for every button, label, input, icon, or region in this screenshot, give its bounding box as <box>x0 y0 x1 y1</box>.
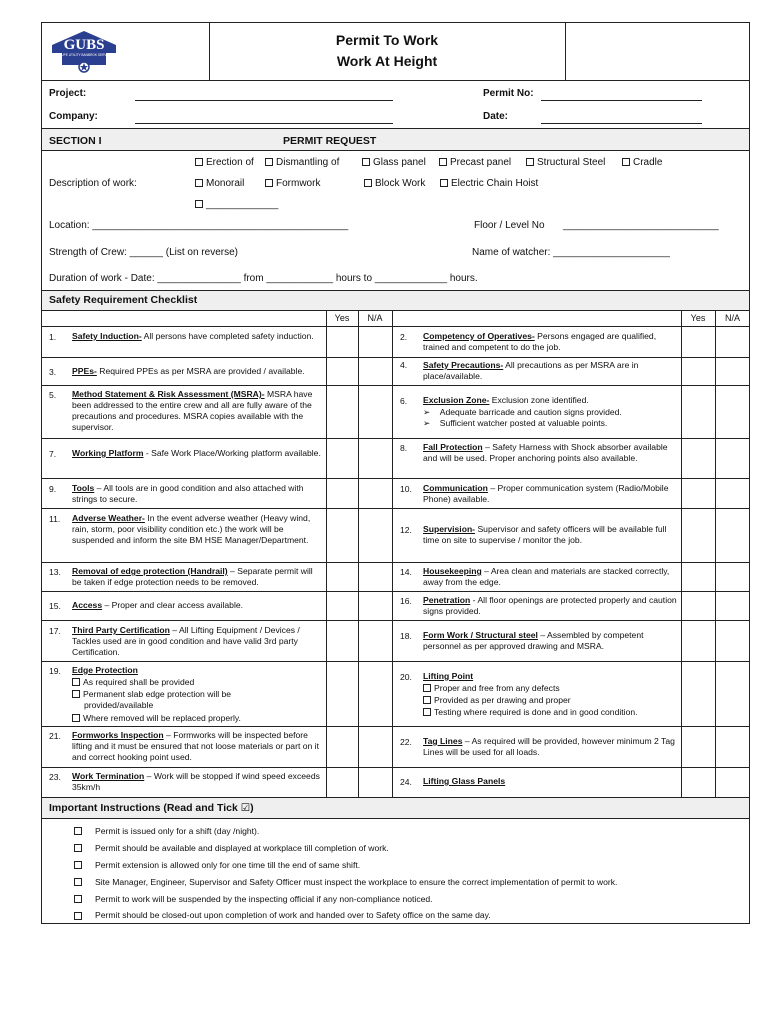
instruction-checkbox[interactable] <box>74 878 82 886</box>
rule <box>41 818 750 819</box>
worktype-label: Glass panel <box>373 157 426 168</box>
instruction-item: Permit extension is allowed only for one time till the end of same shift. <box>95 860 361 870</box>
yes-header: Yes <box>690 313 706 323</box>
exclusion-bullet <box>423 407 677 418</box>
checklist-item-2 <box>423 331 677 353</box>
permit-no-label: Permit No: <box>483 88 534 99</box>
worktype-monorail[interactable] <box>195 178 244 189</box>
item-heading: Competency of Operatives- <box>423 331 535 341</box>
rule <box>41 620 392 621</box>
checklist-item-16 <box>423 595 677 617</box>
checklist-item-6 <box>423 395 677 406</box>
rule <box>41 150 750 151</box>
option-text: Proper and free from any defects <box>434 683 560 693</box>
checklist-item-4 <box>423 360 677 382</box>
company-label: Company: <box>49 111 98 122</box>
checkbox[interactable] <box>364 179 372 187</box>
crew-field[interactable]: Strength of Crew: ______ (List on reverse) <box>49 247 238 258</box>
item-heading: PPEs- <box>72 366 97 376</box>
checkbox[interactable] <box>423 696 431 704</box>
rule <box>392 508 750 509</box>
checkbox[interactable] <box>195 158 203 166</box>
instruction-item: Permit should be available and displayed at workplace till completion of work. <box>95 843 389 853</box>
checklist-item-23 <box>72 771 322 793</box>
item-number: 6. <box>400 396 408 406</box>
worktype-label: Monorail <box>206 178 245 189</box>
worktype-structural-steel[interactable] <box>526 157 605 168</box>
company-field[interactable] <box>135 123 393 124</box>
option-text: Provided as per drawing and proper <box>434 695 571 705</box>
worktype-dismantling[interactable] <box>265 157 339 168</box>
item-number: 5. <box>49 390 57 400</box>
checkbox[interactable] <box>362 158 370 166</box>
worktype-label: Dismantling of <box>276 157 340 168</box>
rule <box>392 591 750 592</box>
item-text: – Safety Harness with Shock absorber available and will be used. Proper anchoring points also available. <box>423 442 668 463</box>
item-number: 12. <box>400 525 412 535</box>
permit-no-field[interactable] <box>541 100 702 101</box>
rule <box>392 438 750 439</box>
worktype-label: Formwork <box>276 178 321 189</box>
rule <box>41 591 392 592</box>
item-number: 9. <box>49 484 57 494</box>
item-number: 20. <box>400 672 412 682</box>
item-heading: Third Party Certification <box>72 625 170 635</box>
item-number: 3. <box>49 367 57 377</box>
item-text: – Assembled by competent personnel as per approved drawing and MSRA. <box>423 630 644 651</box>
rule <box>41 661 392 662</box>
item-heading: Fall Protection <box>423 442 483 452</box>
item-text: - Safe Work Place/Working platform available. <box>143 448 321 458</box>
rule <box>41 767 392 768</box>
logo-subtext: GROUPE UTILITY BANBROK SERVICES <box>54 53 114 57</box>
rule <box>41 438 392 439</box>
checklist-item-11 <box>72 513 322 546</box>
checklist-item-7 <box>72 448 322 459</box>
option-text: Testing where required is done and in good condition. <box>434 707 638 717</box>
checklist-item-18 <box>423 630 677 652</box>
checklist-item-10 <box>423 483 677 505</box>
checkbox[interactable] <box>265 179 273 187</box>
checkbox[interactable] <box>622 158 630 166</box>
item-text: – As required will be provided, however minimum 2 Tag Lines will be used for all loads. <box>423 736 675 757</box>
item-heading: Work Termination <box>72 771 145 781</box>
instruction-checkbox[interactable] <box>74 827 82 835</box>
checklist-item-13 <box>72 566 322 588</box>
date-label: Date: <box>483 111 509 122</box>
item-text: In the event adverse weather (Heavy wind, rain, storm, poor visibility condition etc.) the work will be suspended and inform the site BM HSE Manager/Department. <box>72 513 311 545</box>
title-line1: Permit To Work <box>335 32 439 48</box>
item-heading: Housekeeping <box>423 566 482 576</box>
company-logo <box>46 27 122 75</box>
rule <box>41 128 750 129</box>
checkbox[interactable] <box>72 714 80 722</box>
item-number: 15. <box>49 601 61 611</box>
rule <box>392 767 750 768</box>
rule <box>41 508 392 509</box>
item-number: 10. <box>400 484 412 494</box>
rule <box>392 726 750 727</box>
checkbox[interactable] <box>195 179 203 187</box>
item-text: Required PPEs as per MSRA are provided / available. <box>96 366 305 376</box>
item-text: Supervisor and safety officers will be available full time on site to supervise / monitor the job. <box>423 524 667 545</box>
worktype-label: Block Work <box>375 178 426 189</box>
rule <box>392 478 750 479</box>
floor-field[interactable]: ____________________________ <box>563 220 719 231</box>
checkbox[interactable] <box>440 179 448 187</box>
item-heading: Working Platform <box>72 448 144 458</box>
item-heading: Removal of edge protection (Handrail) <box>72 566 228 576</box>
item-text: Exclusion zone identified. <box>489 395 589 405</box>
checklist-item-14 <box>423 566 677 588</box>
item-heading: Safety Induction- <box>72 331 142 341</box>
instruction-item: Permit is issued only for a shift (day /night). <box>95 826 260 836</box>
checklist-item-5 <box>72 389 322 433</box>
project-label: Project: <box>49 88 87 99</box>
item-number: 21. <box>49 731 61 741</box>
item-number: 13. <box>49 567 61 577</box>
worktype-label: _____________ <box>206 199 279 210</box>
date-field[interactable] <box>541 123 702 124</box>
item-number: 17. <box>49 626 61 636</box>
checklist-title: Safety Requirement Checklist <box>49 294 198 306</box>
item-number: 8. <box>400 443 408 453</box>
item-heading: Supervision- <box>423 524 476 534</box>
item-text: – All tools are in good condition and also attached with strings to secure. <box>72 483 304 504</box>
title-line2: Work At Height <box>336 53 438 69</box>
checklist-item-1 <box>72 331 322 342</box>
rule <box>392 620 750 621</box>
description-label: Description of work: <box>49 178 137 189</box>
worktype-label: Precast panel <box>450 157 512 168</box>
arrow-bullet-icon: ➢ <box>423 418 440 428</box>
rule <box>41 726 392 727</box>
checklist-item-19 <box>72 665 322 676</box>
project-field[interactable] <box>135 100 393 101</box>
item-heading: Safety Precautions- <box>423 360 504 370</box>
item-text: All precautions as per MSRA are in place/available. <box>423 360 639 381</box>
bullet-text: Sufficient watcher posted at valuable points. <box>439 418 608 428</box>
item-heading: Tag Lines <box>423 736 463 746</box>
instruction-item: Permit should be closed-out upon completion of work and handed over to Safety office on the same day. <box>95 910 491 920</box>
duration-field[interactable]: Duration of work - Date: _______________ from ____________ hours to _____________ hours. <box>49 273 478 284</box>
lifting-option[interactable] <box>423 695 677 706</box>
col-line <box>715 310 716 797</box>
instruction-checkbox[interactable] <box>74 861 82 869</box>
header-divider <box>565 22 566 80</box>
worktype-glass-panel[interactable] <box>362 157 426 168</box>
rule <box>41 357 392 358</box>
col-line <box>358 310 359 797</box>
worktype-label: Erection of <box>206 157 254 168</box>
worktype-other[interactable] <box>195 199 278 210</box>
rule <box>41 385 392 386</box>
instructions-title: Important Instructions (Read and Tick ☑) <box>49 802 254 814</box>
header-bottom-rule <box>41 80 750 81</box>
checklist-item-12 <box>423 524 677 546</box>
worktype-label: Electric Chain Hoist <box>451 178 539 189</box>
lifting-option[interactable] <box>423 683 677 694</box>
worktype-precast-panel[interactable] <box>439 157 511 168</box>
col-line <box>326 310 327 797</box>
edge-option[interactable] <box>72 689 294 711</box>
item-number: 2. <box>400 332 408 342</box>
item-number: 11. <box>49 514 61 524</box>
checkbox[interactable] <box>195 200 203 208</box>
rule <box>392 661 750 662</box>
instruction-item: Site Manager, Engineer, Supervisor and Safety Officer must inspect the workplace to ensure the correct implementation of permit to work. <box>95 877 618 887</box>
item-number: 1. <box>49 332 57 342</box>
item-number: 19. <box>49 666 61 676</box>
item-heading: Lifting Glass Panels <box>423 776 506 786</box>
worktype-cradle[interactable] <box>622 157 662 168</box>
rule <box>41 310 750 311</box>
item-heading: Formworks Inspection <box>72 730 164 740</box>
rule <box>41 562 392 563</box>
item-heading: Lifting Point <box>423 671 474 681</box>
item-number: 24. <box>400 777 412 787</box>
checkbox[interactable] <box>265 158 273 166</box>
item-number: 7. <box>49 449 57 459</box>
item-text: – Separate permit will be taken if edge protection needs to be removed. <box>72 566 313 587</box>
rule <box>41 478 392 479</box>
instruction-item: Permit to work will be suspended by the inspecting official if any non-compliance noticed. <box>95 894 433 904</box>
item-heading: Access <box>72 600 103 610</box>
item-text: – Proper and clear access available. <box>102 600 244 610</box>
watcher-field[interactable]: Name of watcher: _____________________ <box>472 247 670 258</box>
edge-option[interactable] <box>72 677 322 688</box>
worktype-label: Structural Steel <box>537 157 606 168</box>
checklist-item-15 <box>72 600 322 611</box>
item-heading: Communication <box>423 483 488 493</box>
item-number: 14. <box>400 567 412 577</box>
checklist-item-20 <box>423 671 677 682</box>
item-heading: Tools <box>72 483 95 493</box>
option-text: Where removed will be replaced properly. <box>83 713 241 723</box>
na-header: N/A <box>367 313 383 323</box>
edge-option[interactable] <box>72 713 322 724</box>
checklist-item-3 <box>72 366 322 377</box>
worktype-erection[interactable] <box>195 157 254 168</box>
item-number: 4. <box>400 360 408 370</box>
item-number: 22. <box>400 737 412 747</box>
option-text: As required shall be provided <box>83 677 195 687</box>
yes-header: Yes <box>334 313 350 323</box>
item-text: – Proper communication system (Radio/Mobile Phone) available. <box>423 483 669 504</box>
checkbox[interactable] <box>423 708 431 716</box>
rule <box>41 290 750 291</box>
logo-text: GUBS <box>63 37 105 53</box>
item-heading: Edge Protection <box>72 665 138 675</box>
item-number: 18. <box>400 631 412 641</box>
checkbox[interactable] <box>72 678 80 686</box>
instruction-checkbox[interactable] <box>74 912 82 920</box>
section-label: SECTION I <box>49 135 102 147</box>
worktype-label: Cradle <box>633 157 663 168</box>
worktype-block-work[interactable] <box>364 178 425 189</box>
rule <box>392 357 750 358</box>
section-header-bg <box>42 128 749 150</box>
checklist-item-22 <box>423 736 677 758</box>
option-text: Permanent slab edge protection will be provided/available <box>83 689 232 710</box>
item-text: – Work will be stopped if wind speed exceeds 35km/h <box>72 771 320 792</box>
worktype-chain-hoist[interactable] <box>440 178 538 189</box>
item-number: 23. <box>49 772 61 782</box>
rule <box>392 562 750 563</box>
checkbox[interactable] <box>439 158 447 166</box>
checklist-item-24 <box>423 776 677 787</box>
lifting-option[interactable] <box>423 707 677 718</box>
arrow-bullet-icon: ➢ <box>423 407 440 417</box>
rule <box>392 385 750 386</box>
floor-label: Floor / Level No <box>474 220 545 231</box>
item-text: – All Lifting Equipment / Devices / Tackles used are in good condition and have valid 3rd party Certification. <box>72 625 300 657</box>
col-line <box>681 310 682 797</box>
item-text: – Formworks will be inspected before lifting and it must be ensured that not loose materials or part on it and correct hooking point used. <box>72 730 319 762</box>
bullet-text: Adequate barricade and caution signs provided. <box>439 407 622 417</box>
checkbox[interactable] <box>526 158 534 166</box>
checklist-item-17 <box>72 625 322 658</box>
instruction-checkbox[interactable] <box>74 844 82 852</box>
item-heading: Form Work / Structural steel <box>423 630 538 640</box>
item-heading: Adverse Weather- <box>72 513 145 523</box>
checklist-item-21 <box>72 730 322 763</box>
checkbox[interactable] <box>423 684 431 692</box>
worktype-formwork[interactable] <box>265 178 320 189</box>
checkbox[interactable] <box>72 690 80 698</box>
exclusion-bullet <box>423 418 677 429</box>
checklist-item-9 <box>72 483 322 505</box>
na-header: N/A <box>724 313 740 323</box>
item-text: - All floor openings are protected properly and caution signs provided. <box>423 595 677 616</box>
item-text: – Area clean and materials are stacked correctly, away from the edge. <box>423 566 670 587</box>
col-line <box>392 310 393 797</box>
rule <box>41 326 750 327</box>
item-heading: Method Statement & Risk Assessment (MSRA)- <box>72 389 265 399</box>
item-text: All persons have completed safety induction. <box>141 331 314 341</box>
item-text: Persons engaged are qualified, trained and competent to do the job. <box>423 331 657 352</box>
item-heading: Penetration <box>423 595 471 605</box>
instruction-checkbox[interactable] <box>74 895 82 903</box>
checklist-item-8 <box>423 442 677 464</box>
section-title: PERMIT REQUEST <box>283 135 377 147</box>
location-field[interactable]: Location: ______________________________________________ <box>49 220 349 231</box>
item-number: 16. <box>400 596 412 606</box>
item-heading: Exclusion Zone- <box>423 395 490 405</box>
item-text: MSRA have been addressed to the entire crew and all are fully aware of the precautions and procedures. MSRA copies available with the supervisor. <box>72 389 313 432</box>
